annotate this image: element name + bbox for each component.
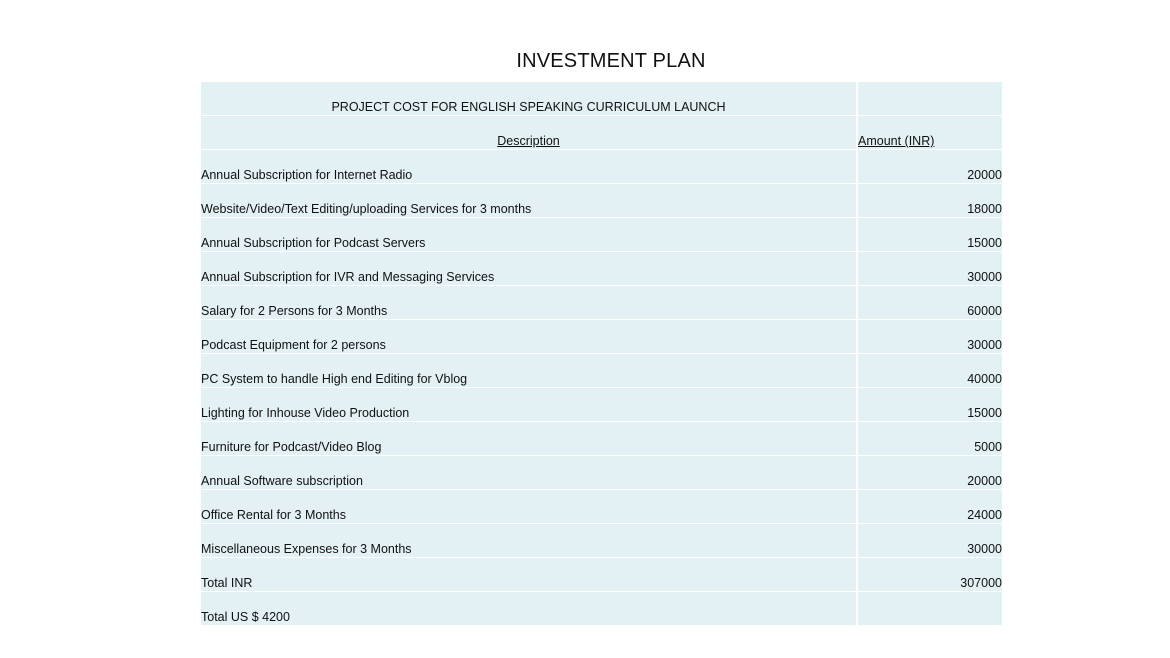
row-amount: 20000 xyxy=(857,456,1002,490)
row-description: Website/Video/Text Editing/uploading Services for 3 months xyxy=(201,184,857,218)
row-amount: 18000 xyxy=(857,184,1002,218)
amount-header-label: Amount (INR) xyxy=(858,134,935,148)
table-row xyxy=(201,218,1002,252)
total-inr-row xyxy=(201,558,1002,592)
row-amount: 5000 xyxy=(857,422,1002,456)
total-inr-value: 307000 xyxy=(857,558,1002,592)
row-description: Annual Subscription for IVR and Messaging Services xyxy=(201,252,857,286)
table-header-row xyxy=(201,116,1002,150)
row-description: Furniture for Podcast/Video Blog xyxy=(201,422,857,456)
row-amount: 24000 xyxy=(857,490,1002,524)
row-description: Podcast Equipment for 2 persons xyxy=(201,320,857,354)
row-amount: 20000 xyxy=(857,150,1002,184)
row-description: Annual Software subscription xyxy=(201,456,857,490)
row-description: PC System to handle High end Editing for Vblog xyxy=(201,354,857,388)
row-amount: 30000 xyxy=(857,524,1002,558)
row-description: Salary for 2 Persons for 3 Months xyxy=(201,286,857,320)
table-row xyxy=(201,184,1002,218)
description-column-header xyxy=(201,116,857,150)
table-row xyxy=(201,422,1002,456)
table-row xyxy=(201,150,1002,184)
row-description: Miscellaneous Expenses for 3 Months xyxy=(201,524,857,558)
total-usd-empty-cell xyxy=(857,592,1002,626)
amount-column-header xyxy=(857,116,1002,150)
table-row xyxy=(201,456,1002,490)
table-row xyxy=(201,286,1002,320)
row-amount: 60000 xyxy=(857,286,1002,320)
table-heading-empty-cell xyxy=(857,82,1002,116)
total-inr-label: Total INR xyxy=(201,558,857,592)
total-usd-label: Total US $ 4200 xyxy=(201,592,857,626)
row-amount: 40000 xyxy=(857,354,1002,388)
row-amount: 30000 xyxy=(857,252,1002,286)
row-description: Annual Subscription for Podcast Servers xyxy=(201,218,857,252)
investment-table xyxy=(201,82,1002,626)
table-row xyxy=(201,252,1002,286)
total-usd-row xyxy=(201,592,1002,626)
row-description: Annual Subscription for Internet Radio xyxy=(201,150,857,184)
table-row xyxy=(201,524,1002,558)
row-description: Lighting for Inhouse Video Production xyxy=(201,388,857,422)
table-heading-row xyxy=(201,82,1002,116)
table-row xyxy=(201,320,1002,354)
row-amount: 30000 xyxy=(857,320,1002,354)
table-row xyxy=(201,388,1002,422)
description-header-label: Description xyxy=(497,134,560,148)
table-row xyxy=(201,490,1002,524)
table-row xyxy=(201,354,1002,388)
row-amount: 15000 xyxy=(857,388,1002,422)
page-title: INVESTMENT PLAN xyxy=(516,50,706,72)
row-amount: 15000 xyxy=(857,218,1002,252)
table-heading: PROJECT COST FOR ENGLISH SPEAKING CURRICULUM LAUNCH xyxy=(201,82,857,116)
row-description: Office Rental for 3 Months xyxy=(201,490,857,524)
